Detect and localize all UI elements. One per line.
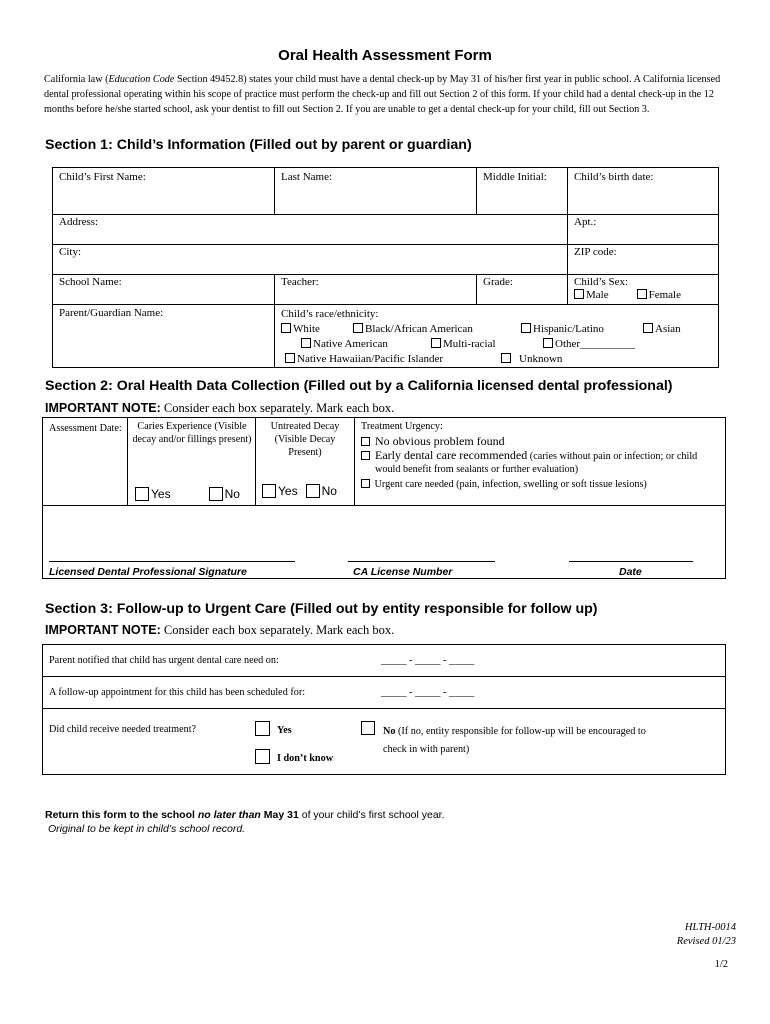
section3-note	[45, 623, 394, 638]
first-name-label: Child’s First Name:	[59, 171, 146, 183]
treatment-no-text	[383, 723, 713, 759]
treatment-label: Did child receive needed treatment?	[49, 724, 197, 735]
return-pre: Return this form to the school	[45, 809, 198, 821]
untreated-options	[262, 484, 337, 498]
assessment-date-field[interactable]: Assessment Date:	[49, 423, 122, 434]
urgency-block	[361, 421, 721, 490]
treatment-no-label: No	[383, 726, 396, 737]
treatment-no-detail: (If no, entity responsible for follow-up will be encouraged to	[395, 726, 646, 737]
race-native-american-label: Native American	[313, 338, 388, 350]
grade-label: Grade:	[483, 276, 513, 288]
date-line[interactable]	[569, 561, 693, 562]
urgency-early-checkbox[interactable]	[361, 451, 370, 460]
male-label: Male	[586, 289, 609, 301]
untreated-yes-checkbox[interactable]	[262, 484, 276, 498]
signature-label: Licensed Dental Professional Signature	[49, 566, 247, 578]
untreated-no-checkbox[interactable]	[306, 484, 320, 498]
appointment-label: A follow-up appointment for this child has been scheduled for:	[49, 687, 306, 698]
teacher-label: Teacher:	[281, 276, 319, 288]
page-number: 1/2	[714, 959, 728, 970]
race-black-label: Black/African American	[365, 323, 473, 335]
signature-line[interactable]	[49, 561, 295, 562]
urgency-title: Treatment Urgency:	[361, 421, 443, 432]
intro-text: California law (	[44, 74, 109, 85]
race-field	[274, 304, 718, 367]
return-deadline-date: May 31	[260, 809, 299, 821]
birth-date-field[interactable]	[567, 167, 718, 214]
urgency-none-checkbox[interactable]	[361, 437, 370, 446]
notified-label: Parent notified that child has urgent dental care need on:	[49, 655, 279, 666]
race-multi-checkbox[interactable]	[431, 338, 441, 348]
section3-note-label: IMPORTANT NOTE:	[45, 623, 161, 637]
caries-yes-label: Yes	[151, 487, 171, 501]
sex-label: Child’s Sex:	[574, 276, 629, 288]
race-white-checkbox[interactable]	[281, 323, 291, 333]
form-title: Oral Health Assessment Form	[278, 47, 492, 64]
middle-initial-field[interactable]	[476, 167, 567, 214]
race-unknown-label: Unknown	[519, 353, 563, 365]
race-native-american-checkbox[interactable]	[301, 338, 311, 348]
section2-note-text: Consider each box separately. Mark each box.	[160, 401, 395, 415]
city-label: City:	[59, 246, 82, 258]
revision-date: Revised 01/23	[676, 936, 736, 947]
return-instruction	[45, 809, 445, 821]
city-field[interactable]	[52, 244, 567, 274]
notified-date-field[interactable]: _____ - _____ - _____	[381, 655, 475, 666]
license-label: CA License Number	[353, 566, 453, 578]
date-label: Date	[619, 566, 642, 578]
race-hawaiian-label: Native Hawaiian/Pacific Islander	[297, 353, 443, 365]
apt-label: Apt.:	[574, 216, 597, 228]
race-other-label: Other__________	[555, 338, 636, 350]
urgency-early-label: Early dental care recommended	[375, 448, 528, 462]
caries-yes-checkbox[interactable]	[135, 487, 149, 501]
return-post: of your child’s first school year.	[298, 809, 445, 821]
male-checkbox[interactable]	[574, 289, 584, 299]
address-field[interactable]	[52, 214, 567, 244]
female-checkbox[interactable]	[637, 289, 647, 299]
teacher-field[interactable]	[274, 274, 476, 304]
middle-initial-label: Middle Initial:	[483, 171, 547, 183]
race-hispanic-checkbox[interactable]	[521, 323, 531, 333]
apt-field[interactable]	[567, 214, 718, 244]
section2-heading: Section 2: Oral Health Data Collection (Filled out by a California licensed dental professional)	[45, 378, 673, 394]
section2-note-label: IMPORTANT NOTE:	[45, 401, 161, 415]
female-label: Female	[648, 289, 681, 301]
race-multi-label: Multi-racial	[443, 338, 496, 350]
race-unknown-checkbox[interactable]	[501, 353, 511, 363]
treatment-idk-label: I don’t know	[277, 753, 334, 764]
caries-options	[135, 487, 240, 501]
race-other-checkbox[interactable]	[543, 338, 553, 348]
record-note: Original to be kept in child’s school record.	[48, 823, 246, 835]
appointment-date-field[interactable]: _____ - _____ - _____	[381, 687, 475, 698]
race-hawaiian-checkbox[interactable]	[285, 353, 295, 363]
return-deadline-phrase: no later than	[197, 809, 261, 821]
race-label: Child’s race/ethnicity:	[281, 308, 379, 320]
zip-label: ZIP code:	[574, 246, 617, 258]
intro-code-ref: Education Code	[108, 74, 175, 85]
form-id: HLTH-0014	[684, 922, 736, 933]
section3-note-text: Consider each box separately. Mark each box.	[160, 623, 395, 637]
parent-name-label: Parent/Guardian Name:	[59, 307, 164, 319]
school-name-field[interactable]	[52, 274, 274, 304]
first-name-field[interactable]	[52, 167, 274, 214]
section1-table	[52, 167, 719, 368]
race-asian-checkbox[interactable]	[643, 323, 653, 333]
untreated-yes-label: Yes	[278, 484, 298, 498]
zip-field[interactable]	[567, 244, 718, 274]
section1-heading: Section 1: Child’s Information (Filled out by parent or guardian)	[45, 137, 472, 153]
section2-table	[42, 417, 726, 579]
urgency-early-detail: (caries without pain or infection; or child would benefit from sealants or further evaluation)	[375, 451, 698, 475]
untreated-title: Untreated Decay (Visible Decay Present)	[270, 421, 340, 458]
license-line[interactable]	[348, 561, 495, 562]
race-asian-label: Asian	[655, 323, 681, 335]
caries-title: Caries Experience (Visible decay and/or fillings present)	[132, 421, 252, 445]
section3-heading: Section 3: Follow-up to Urgent Care (Filled out by entity responsible for follow up)	[45, 601, 598, 617]
school-name-label: School Name:	[59, 276, 122, 288]
treatment-idk-checkbox[interactable]	[255, 749, 270, 764]
grade-field[interactable]	[476, 274, 567, 304]
caries-no-checkbox[interactable]	[209, 487, 223, 501]
race-black-checkbox[interactable]	[353, 323, 363, 333]
form-id-block	[677, 921, 736, 949]
urgency-urgent-checkbox[interactable]	[361, 479, 370, 488]
treatment-yes-label: Yes	[277, 725, 292, 736]
urgency-none-label: No obvious problem found	[375, 434, 505, 448]
untreated-no-label: No	[321, 484, 337, 498]
parent-name-field[interactable]	[52, 304, 274, 367]
address-label: Address:	[59, 216, 99, 228]
last-name-label: Last Name:	[281, 171, 333, 183]
birth-date-label: Child’s birth date:	[574, 171, 654, 183]
intro-paragraph	[44, 72, 724, 117]
treatment-no-detail-2: check in with parent)	[383, 744, 470, 755]
caries-no-label: No	[224, 487, 240, 501]
urgency-urgent-label: Urgent care needed (pain, infection, swelling or soft tissue lesions)	[374, 479, 647, 490]
treatment-no-checkbox[interactable]	[361, 721, 375, 735]
race-white-label: White	[293, 323, 320, 335]
section3-table	[42, 644, 726, 775]
section2-note	[45, 401, 394, 416]
sex-field	[567, 274, 718, 304]
race-hispanic-label: Hispanic/Latino	[533, 323, 604, 335]
intro-text-cont: Section 49452.8) states your child must have a dental check-up by May 31 of his/her first year in public school. A California licensed dental professional operating within his scope of practice must perform the check-up and fill out Section 2 of this form. If your child had a dental check-up in the 12 months before he/she started school, ask your dentist to fill out Section 2. If you are unable to get a dental check-up for your child, fill out Section 3.	[44, 74, 721, 115]
last-name-field[interactable]	[274, 167, 476, 214]
treatment-yes-checkbox[interactable]	[255, 721, 270, 736]
